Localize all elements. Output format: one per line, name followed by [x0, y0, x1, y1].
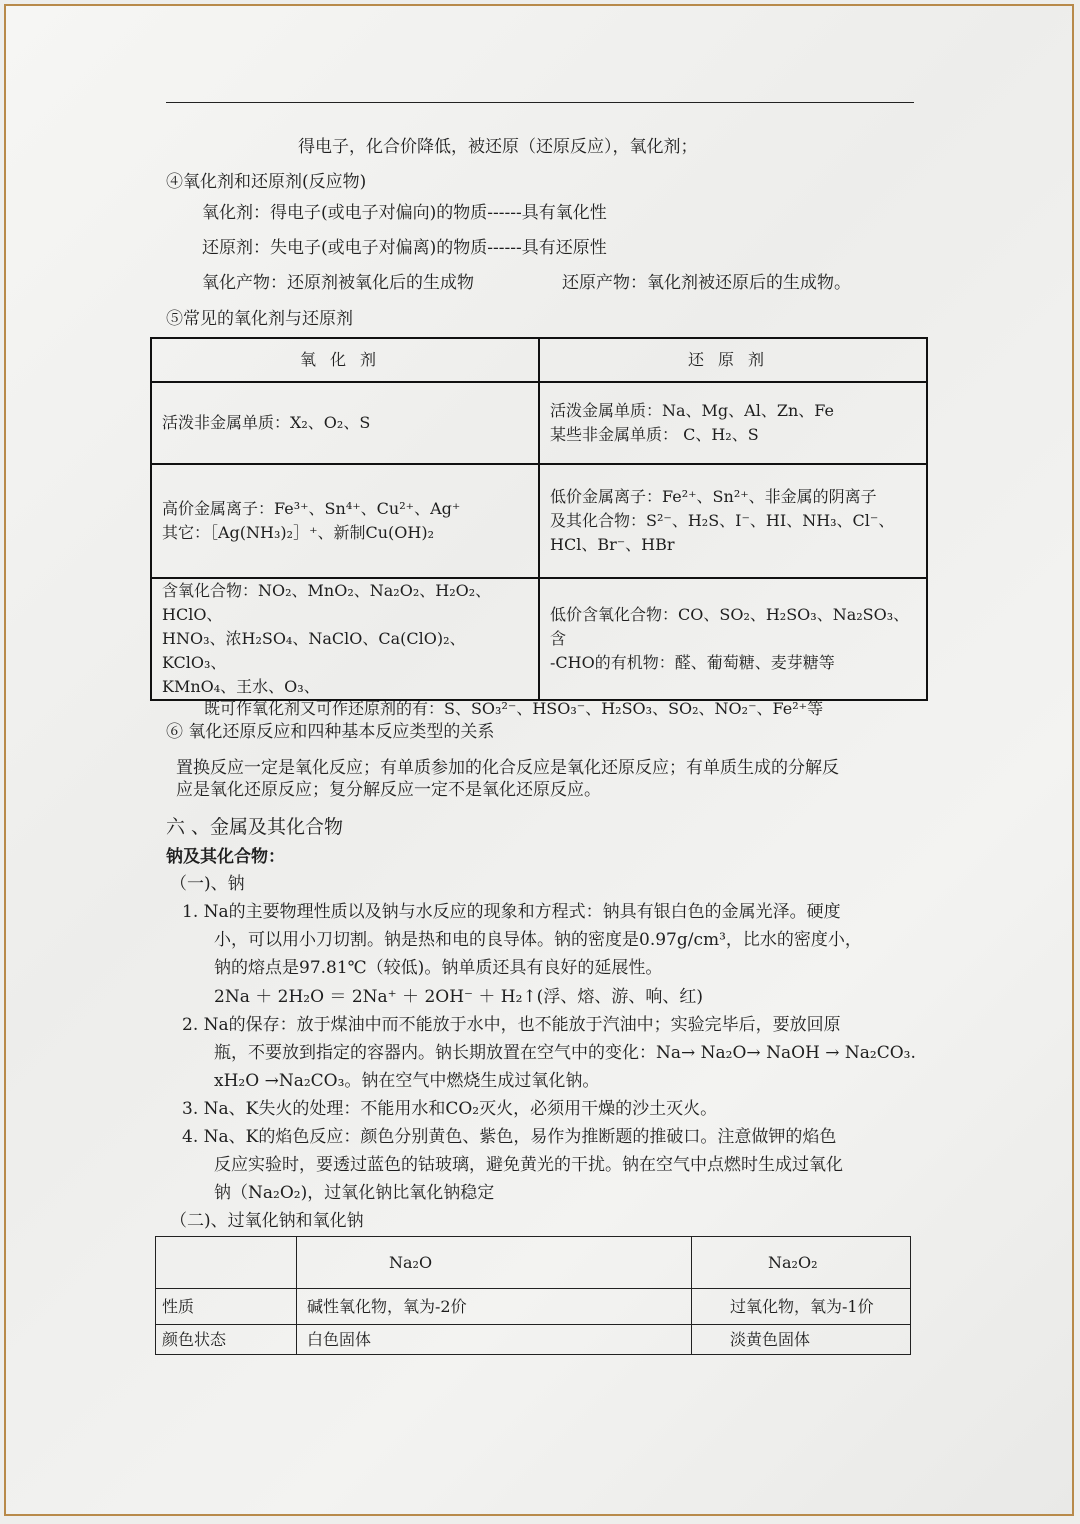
- table-cell: [539, 382, 927, 464]
- sodium-water-equation: 2Na ＋ 2H₂O ＝ 2Na⁺ ＋ 2OH⁻ ＋ H₂↑(浮、熔、游、响、红): [214, 987, 703, 1007]
- na2o-property: 碱性氧化物，氧为-2价: [297, 1289, 692, 1325]
- row2-oxidant-line1: 高价金属离子：Fe³⁺、Sn⁴⁺、Cu²⁺、Ag⁺: [162, 499, 461, 518]
- table-cell: [151, 464, 539, 578]
- p2-line3: xH₂O →Na₂CO₃。钠在空气中燃烧生成过氧化钠。: [214, 1071, 600, 1091]
- row3-reductant-line1: 低价含氧化合物：CO、SO₂、H₂SO₃、Na₂SO₃、含: [550, 605, 910, 648]
- section6-title: 六 、金属及其化合物: [166, 816, 344, 838]
- row2-reductant-line1: 低价金属离子：Fe²⁺、Sn²⁺、非金属的阴离子: [550, 487, 877, 506]
- item6-text-line1: 置换反应一定是氧化反应；有单质参加的化合反应是氧化还原反应；有单质生成的分解反: [176, 758, 839, 778]
- p3-line: 3. Na、K失火的处理：不能用水和CO₂灭火，必须用干燥的沙土灭火。: [182, 1099, 718, 1119]
- sodium-oxide-table: [155, 1236, 911, 1355]
- item5-title: ⑤常见的氧化剂与还原剂: [166, 309, 353, 329]
- na2o-appearance: 白色固体: [297, 1325, 692, 1355]
- p4-line3: 钠（Na₂O₂)，过氧化钠比氧化钠稳定: [214, 1183, 495, 1203]
- section6-subtitle: 钠及其化合物：: [166, 847, 285, 867]
- table-row: [151, 382, 927, 464]
- row3-oxidant-line3: KMnO₄、王水、O₃、: [162, 677, 320, 696]
- table-cell: [539, 464, 927, 578]
- row-label-property: 性质: [156, 1289, 297, 1325]
- na2o2-appearance: 淡黄色固体: [692, 1325, 911, 1355]
- table-corner-cell: [156, 1237, 297, 1289]
- p4-line2: 反应实验时，要透过蓝色的钴玻璃，避免黄光的干扰。钠在空气中点燃时生成过氧化: [214, 1155, 843, 1175]
- reductant-definition: 还原剂：失电子(或电子对偏离)的物质------具有还原性: [202, 238, 607, 258]
- row2-reductant-line2: 及其化合物：S²⁻、H₂S、I⁻、HI、NH₃、Cl⁻、: [550, 511, 895, 530]
- col-na2o2: Na₂O₂: [692, 1237, 911, 1289]
- row3-oxidant-line2: HNO₃、浓H₂SO₄、NaClO、Ca(ClO)₂、KClO₃、: [162, 629, 466, 672]
- col-oxidant: 氧化剂: [151, 338, 539, 382]
- header-line: 得电子，化合价降低，被还原（还原反应），氧化剂；: [298, 137, 698, 157]
- table-row: [151, 578, 927, 700]
- row-label-appearance: 颜色状态: [156, 1325, 297, 1355]
- item6-text-line2: 应是氧化还原反应；复分解反应一定不是氧化还原反应。: [176, 780, 601, 800]
- row2-oxidant-line2: 其它：［Ag(NH₃)₂］⁺、新制Cu(OH)₂: [162, 523, 435, 542]
- oxidant-reductant-table: [150, 337, 928, 701]
- oxidation-product: 氧化产物：还原剂被氧化后的生成物: [202, 273, 474, 293]
- p1-line1: 1. Na的主要物理性质以及钠与水反应的现象和方程式：钠具有银白色的金属光泽。硬度: [182, 902, 841, 922]
- row1-reductant-line1: 活泼金属单质：Na、Mg、Al、Zn、Fe: [550, 401, 834, 420]
- table-header-row: [156, 1237, 911, 1289]
- header-rule: [166, 102, 914, 103]
- row3-reductant-line2: -CHO的有机物：醛、葡萄糖、麦芽糖等: [550, 653, 835, 672]
- p2-line1: 2. Na的保存：放于煤油中而不能放于水中，也不能放于汽油中；实验完毕后，要放回原: [182, 1015, 841, 1035]
- part2-heading: （二)、过氧化钠和氧化钠: [170, 1211, 364, 1231]
- p1-line2: 小，可以用小刀切割。钠是热和电的良导体。钠的密度是0.97g/cm³，比水的密度小，: [214, 930, 862, 950]
- col-reductant: 还原剂: [539, 338, 927, 382]
- row1-reductant-line2: 某些非金属单质： C、H₂、S: [550, 425, 759, 444]
- both-agents-line: 既可作氧化剂又可作还原剂的有：S、SO₃²⁻、HSO₃⁻、H₂SO₃、SO₂、NO₂⁻、Fe²⁺等: [204, 699, 824, 718]
- row3-oxidant-line1: 含氧化合物：NO₂、MnO₂、Na₂O₂、H₂O₂、HClO、: [162, 581, 492, 624]
- table-cell: [539, 578, 927, 700]
- table-cell: [151, 382, 539, 464]
- table-cell: [151, 578, 539, 700]
- table-row: [151, 464, 927, 578]
- p1-line3: 钠的熔点是97.81℃（较低)。钠单质还具有良好的延展性。: [214, 958, 663, 978]
- na2o2-property: 过氧化物，氧为-1价: [692, 1289, 911, 1325]
- p2-line2: 瓶，不要放到指定的容器内。钠长期放置在空气中的变化：Na→ Na₂O→ NaOH → Na₂CO₃.: [214, 1043, 916, 1063]
- p4-line1: 4. Na、K的焰色反应：颜色分别黄色、紫色，易作为推断题的推破口。注意做钾的焰色: [182, 1127, 837, 1147]
- item6-title: ⑥ 氧化还原反应和四种基本反应类型的关系: [166, 722, 495, 742]
- reduction-product: 还原产物：氧化剂被还原后的生成物。: [562, 273, 851, 293]
- table-header-row: [151, 338, 927, 382]
- row1-oxidant: 活泼非金属单质：X₂、O₂、S: [162, 413, 371, 432]
- col-na2o: Na₂O: [297, 1237, 692, 1289]
- part1-heading: （一)、钠: [170, 874, 245, 894]
- table-row: [156, 1289, 911, 1325]
- item4-title: ④氧化剂和还原剂(反应物): [166, 172, 367, 192]
- oxidant-definition: 氧化剂：得电子(或电子对偏向)的物质------具有氧化性: [202, 203, 607, 223]
- row2-reductant-line3: HCl、Br⁻、HBr: [550, 535, 675, 554]
- table-row: [156, 1325, 911, 1355]
